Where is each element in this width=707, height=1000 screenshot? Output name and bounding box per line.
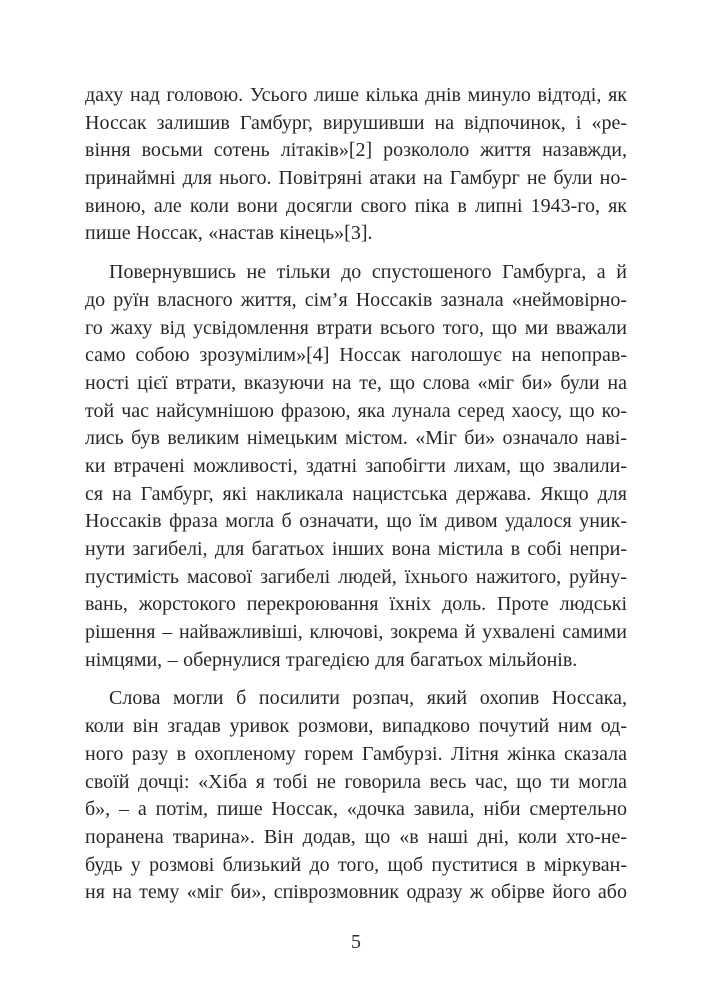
text-line: ності цієї втрати, вказуючи на те, що слова «міг би» були на — [85, 371, 627, 394]
text-line: своїй дочці: «Хіба я тобі не говорила весь час, що ти могла — [85, 770, 627, 793]
text-line: поранена тварина». Він додав, що «в наші дні, коли хто-не- — [85, 825, 627, 848]
text-line: до руїн власного життя, сім’я Носсаків зазнала «неймовірно- — [85, 288, 627, 311]
text-line: німцями, – обернулися трагедією для багатьох мільйонів. — [85, 648, 578, 671]
text-line: Повернувшись не тільки до спустошеного Гамбурга, а й — [109, 261, 627, 284]
text-line: ня на тему «міг би», співрозмовник одразу ж обірве його або — [85, 881, 627, 904]
text-line: принаймні для нього. Повітряні атаки на Гамбург не були но- — [85, 167, 627, 190]
page-number: 5 — [351, 931, 361, 953]
text-line: ного разу в охопленому горем Гамбурзі. Літня жінка сказала — [85, 742, 627, 765]
text-line: коли він згадав уривок розмови, випадково почутий ним од- — [85, 715, 627, 738]
paragraph — [85, 259, 627, 674]
text-line: вань, жорстокого перекроювання їхніх доль. Проте людські — [85, 593, 627, 616]
text-line: само собою зрозумілим»[4] Носсак наголошує на непоправ- — [85, 344, 627, 367]
text-line: лись був великим німецьким містом. «Міг би» означало наві- — [85, 427, 627, 450]
paragraph — [85, 685, 627, 907]
page-text — [85, 82, 627, 907]
text-line: рішення – найважливіші, ключові, зокрема й ухвалені самими — [85, 621, 627, 644]
text-line: Слова могли б посилити розпач, який охопив Носсака, — [109, 687, 627, 710]
text-line: той час найсумнішою фразою, яка лунала серед хаосу, що ко- — [85, 399, 627, 422]
text-line: Носсак залишив Гамбург, вирушивши на відпочинок, і «ре- — [85, 111, 627, 134]
text-line: пустимість масової загибелі людей, їхнього нажитого, руйну- — [85, 565, 627, 588]
text-line: Носсаків фраза могла б означати, що їм дивом удалося уник- — [85, 510, 627, 533]
text-line: будь у розмові близький до того, щоб пуститися в міркуван- — [85, 853, 627, 876]
paragraph — [85, 82, 627, 248]
text-line: ки втрачені можливості, здатні запобігти лихам, що звалили- — [85, 454, 627, 477]
text-line: даху над головою. Усього лише кілька днів минуло відтоді, як — [85, 84, 627, 106]
text-line: б», – а потім, пише Носсак, «дочка завила, ніби смертельно — [85, 798, 627, 821]
text-line: виною, але коли вони досягли свого піка в липні 1943-го, як — [85, 194, 627, 217]
text-line: пише Носсак, «настав кінець»[3]. — [85, 222, 373, 245]
text-line: віння восьми сотень літаків»[2] розкололо життя назавжди, — [85, 139, 627, 162]
text-line: нути загибелі, для багатьох інших вона містила в собі непри- — [85, 538, 627, 560]
text-line: ся на Гамбург, які накликала нацистська держава. Якщо для — [85, 482, 627, 505]
text-line: го жаху від усвідомлення втрати всього того, що ми вважали — [85, 316, 627, 339]
